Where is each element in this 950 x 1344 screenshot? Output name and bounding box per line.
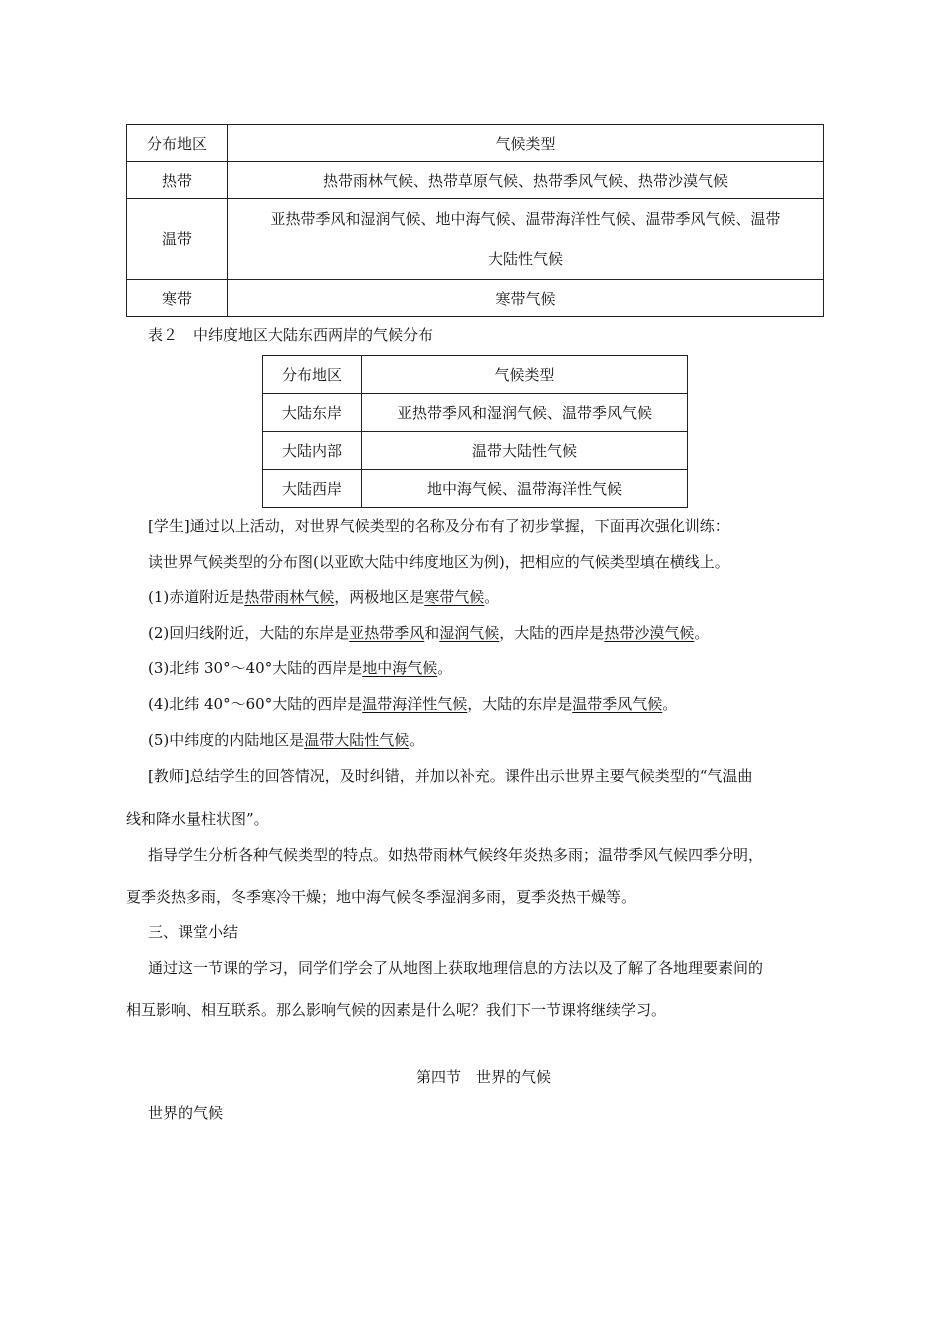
summary-paragraph-line: 相互影响、相互联系。那么影响气候的因素是什么呢？我们下一节课将继续学习。 [126, 1001, 667, 1019]
climate-cell: 亚热带季风和湿润气候、温带季风气候 [362, 394, 688, 432]
answer-blank: 热带雨林气候 [244, 588, 335, 606]
climate-cell [228, 199, 824, 280]
question-text: (2)回归线附近，大陆的东岸是 [148, 624, 350, 642]
guide-paragraph-line: 指导学生分析各种气候类型的特点。如热带雨林气候终年炎热多雨；温带季风气候四季分明， [148, 846, 764, 864]
question-text: 。 [662, 695, 678, 713]
question-text: ，大陆的东岸是 [467, 695, 573, 713]
answer-blank: 温带大陆性气候 [304, 731, 410, 749]
table-header-row [127, 125, 824, 162]
question-text: (1)赤道附近是 [148, 588, 245, 606]
question-3 [148, 657, 452, 678]
table-row [127, 199, 824, 280]
table-row [263, 432, 688, 470]
question-4 [148, 693, 677, 714]
climate-zone-table [126, 124, 824, 317]
climate-cell: 地中海气候、温带海洋性气候 [362, 470, 688, 508]
region-cell: 大陆东岸 [263, 394, 362, 432]
climate-cell-line: 亚热带季风和湿润气候、地中海气候、温带海洋性气候、温带季风气候、温带 [270, 210, 781, 228]
question-5 [148, 729, 424, 750]
question-text: ，两极地区是 [334, 588, 425, 606]
question-text: 。 [409, 731, 425, 749]
question-text: ，大陆的西岸是 [499, 624, 605, 642]
student-paragraph: [学生]通过以上活动，对世界气候类型的名称及分布有了初步掌握，下面再次强化训练： [148, 517, 730, 535]
question-text: 。 [694, 624, 710, 642]
table-row [127, 280, 824, 317]
header-climate-type: 气候类型 [362, 356, 688, 394]
mid-latitude-climate-table [262, 355, 688, 508]
climate-cell: 热带雨林气候、热带草原气候、热带季风气候、热带沙漠气候 [228, 162, 824, 199]
section-title: 第四节 世界的气候 [416, 1068, 552, 1086]
table-row [263, 394, 688, 432]
summary-heading: 三、课堂小结 [148, 923, 239, 941]
teacher-paragraph-line: [教师]总结学生的回答情况，及时纠错，并加以补充。课件出示世界主要气候类型的“气温曲 [148, 767, 753, 785]
answer-blank: 地中海气候 [362, 659, 438, 677]
instruction-paragraph: 读世界气候类型的分布图(以亚欧大陆中纬度地区为例)，把相应的气候类型填在横线上。 [148, 553, 730, 571]
region-cell: 大陆内部 [263, 432, 362, 470]
question-text: 。 [484, 588, 500, 606]
climate-cell: 温带大陆性气候 [362, 432, 688, 470]
table-header-row [263, 356, 688, 394]
guide-paragraph-line: 夏季炎热多雨，冬季寒冷干燥；地中海气候冬季湿润多雨，夏季炎热干燥等。 [126, 888, 637, 906]
answer-blank: 温带海洋性气候 [362, 695, 468, 713]
header-region: 分布地区 [263, 356, 362, 394]
question-2 [148, 622, 709, 643]
header-climate-type: 气候类型 [228, 125, 824, 162]
climate-cell-line: 大陆性气候 [487, 250, 563, 268]
answer-blank: 寒带气候 [424, 588, 485, 606]
question-1 [148, 586, 499, 607]
header-region: 分布地区 [127, 125, 228, 162]
region-cell: 大陆西岸 [263, 470, 362, 508]
table-row [127, 162, 824, 199]
table-caption: 表２ 中纬度地区大陆东西两岸的气候分布 [148, 326, 434, 344]
question-text: 。 [437, 659, 453, 677]
answer-blank: 湿润气候 [439, 624, 500, 642]
answer-blank: 亚热带季风 [349, 624, 425, 642]
question-text: (3)北纬 30°～40°大陆的西岸是 [148, 659, 363, 677]
answer-blank: 热带沙漠气候 [604, 624, 695, 642]
region-cell: 热带 [127, 162, 228, 199]
region-cell: 温带 [127, 199, 228, 280]
climate-cell: 寒带气候 [228, 280, 824, 317]
region-cell: 寒带 [127, 280, 228, 317]
question-text: (4)北纬 40°～60°大陆的西岸是 [148, 695, 363, 713]
subtitle: 世界的气候 [148, 1104, 224, 1122]
table-row [263, 470, 688, 508]
summary-paragraph-line: 通过这一节课的学习，同学们学会了从地图上获取地理信息的方法以及了解了各地理要素间的 [148, 959, 764, 977]
answer-blank: 温带季风气候 [572, 695, 663, 713]
question-text: (5)中纬度的内陆地区是 [148, 731, 305, 749]
question-text: 和 [424, 624, 440, 642]
teacher-paragraph-line: 线和降水量柱状图”。 [126, 810, 269, 828]
